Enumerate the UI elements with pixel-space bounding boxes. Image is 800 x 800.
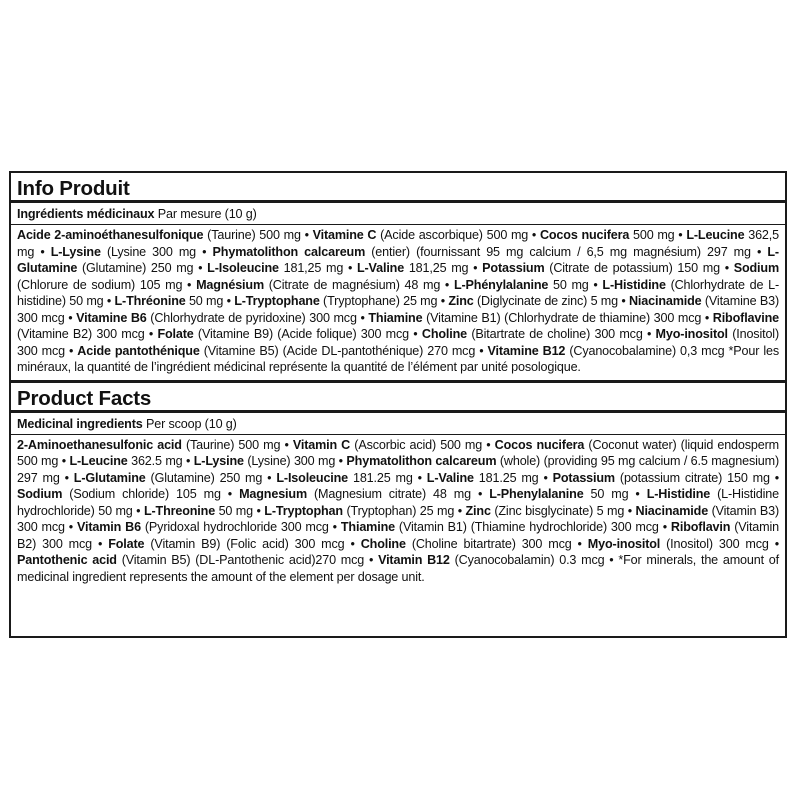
en-ingredient-list (11, 435, 785, 586)
ingredient-detail: (Ascorbic acid) 500 mg • (350, 437, 495, 452)
ingredient-name: L-Glutamine (17, 244, 779, 275)
en-medicinal-heading (11, 413, 785, 434)
ingredient-name: Cocos nucifera (539, 228, 630, 242)
ingredient-name: Thiamine (368, 310, 423, 325)
ingredient-name: L-Histidine (602, 277, 666, 292)
ingredient-name: L-Leucine (69, 454, 128, 468)
ingredient-name: Choline (421, 327, 468, 341)
ingredient-name: Potassium (482, 261, 545, 275)
fr-ingredient-list (11, 225, 785, 376)
ingredient-name: Choline (360, 536, 406, 551)
ingredient-name: L-Threonine (143, 503, 216, 518)
ingredient-name: L-Lysine (50, 244, 101, 259)
ingredient-name: Sodium (733, 261, 779, 275)
ingredient-name: Myo-inositol (655, 327, 728, 341)
fr-medicinal-heading (11, 203, 785, 224)
ingredient-name: Riboflavine (712, 310, 779, 325)
ingredient-name: L-Phenylalanine (489, 487, 584, 501)
ingredient-detail: 50 mg • (583, 487, 647, 501)
ingredient-detail: (Vitamine B9) (Acide folique) 300 mcg • (193, 327, 422, 341)
ingredient-detail: (Glutamine) 250 mg • (77, 261, 208, 275)
ingredient-detail: (Chlorure de sodium) 105 mg • (17, 277, 197, 292)
ingredient-detail: 50 mg • (185, 294, 235, 308)
ingredient-detail: (entier) (fournissant 95 mg calcium / 6,5 mg magnésium) 297 mg • (365, 244, 768, 259)
ingredient-name: L-Glutamine (73, 470, 146, 485)
fr-per-label: Par mesure (10 g) (154, 207, 257, 221)
ingredient-detail: 181,25 mg • (404, 261, 483, 275)
ingredient-detail: (Tryptophan) 25 mg • (342, 503, 466, 518)
ingredient-name: L-Valine (356, 261, 405, 275)
en-section-title: Product Facts (17, 386, 152, 410)
ingredient-detail: 181.25 mg • (473, 470, 553, 485)
ingredient-detail: (Citrate de magnésium) 48 mg • (264, 277, 454, 292)
ingredient-detail: (Sodium chloride) 105 mg • (62, 487, 240, 501)
ingredient-detail: (potassium citrate) 150 mg • (614, 470, 779, 485)
ingredient-detail: (Vitamine B3) 300 mcg • (17, 294, 779, 325)
ingredient-name: Riboflavin (670, 520, 731, 534)
ingredient-detail: (Lysine 300 mg • (100, 244, 213, 259)
en-medicinal-label: Medicinal ingredients (17, 416, 143, 431)
ingredient-detail: (Pyridoxal hydrochloride 300 mcg • (140, 520, 341, 534)
ingredient-detail: (Vitamine B2) 300 mcg • (17, 327, 158, 341)
ingredient-detail: (Inositol) 300 mcg • (660, 536, 780, 551)
ingredient-detail: 181.25 mg • (348, 470, 427, 485)
ingredient-detail: (Zinc bisglycinate) 5 mg • (490, 503, 636, 518)
ingredient-name: L-Isoleucine (276, 470, 349, 485)
ingredient-detail: (Inositol) 300 mcg • (17, 327, 779, 358)
ingredient-name: Folate (157, 327, 194, 341)
ingredient-detail: (Acide ascorbique) 500 mg • (376, 228, 540, 242)
ingredient-detail: (Coconut water) (liquid endosperm 500 mg • (17, 437, 780, 468)
ingredient-detail: (Vitamine B5) (Acide DL-pantothénique) 270 mcg • (199, 343, 488, 358)
ingredient-name: Zinc (465, 503, 491, 518)
ingredient-detail: 50 mg • (215, 503, 265, 518)
ingredient-name: Vitamin B12 (378, 553, 450, 567)
ingredient-name: Vitamin C (292, 437, 351, 452)
ingredient-detail: (whole) (providing 95 mg calcium / 6.5 magnesium) 297 mg • (17, 454, 779, 485)
ingredient-detail: (Magnesium citrate) 48 mg • (307, 487, 490, 501)
ingredient-detail: (Chlorhydrate de pyridoxine) 300 mcg • (146, 310, 369, 325)
ingredient-name: L-Leucine (686, 228, 745, 242)
ingredient-name: Folate (108, 536, 145, 551)
ingredient-detail: (Bitartrate de choline) 300 mcg • (467, 327, 656, 341)
ingredient-name: Magnésium (196, 277, 264, 292)
en-per-label: Per scoop (10 g) (142, 416, 237, 431)
ingredient-detail: (Taurine) 500 mg • (203, 228, 313, 242)
ingredient-name: Zinc (448, 294, 474, 308)
ingredient-name: Vitamine B12 (487, 343, 566, 358)
ingredient-name: Acide pantothénique (77, 343, 200, 358)
ingredient-name: L-Thréonine (114, 294, 186, 308)
ingredient-name: Phymatolithon calcareum (346, 454, 497, 468)
ingredient-name: Phymatolithon calcareum (212, 244, 366, 259)
ingredient-name: Cocos nucifera (494, 437, 585, 452)
ingredient-name: 2-Aminoethanesulfonic acid (17, 437, 182, 452)
ingredient-detail: (Cyanocobalamine) 0,3 mcg *Pour les minéraux, la quantité de l’ingrédient médicinal représente la quantité de l’élément par unité posologique. (17, 343, 779, 374)
ingredient-name: Myo-inositol (587, 536, 661, 551)
ingredient-detail: (Glutamine) 250 mg • (145, 470, 277, 485)
ingredient-detail: (Lysine) 300 mg • (243, 454, 347, 468)
ingredient-name: Sodium (17, 487, 63, 501)
ingredient-name: Vitamine C (312, 228, 377, 242)
ingredient-detail: (Vitamin B9) (Folic acid) 300 mcg • (144, 536, 361, 551)
ingredient-name: L-Tryptophane (234, 294, 320, 308)
ingredient-detail: (Taurine) 500 mg • (181, 437, 293, 452)
ingredient-name: Vitamine B6 (76, 310, 147, 325)
ingredient-detail: (Citrate de potassium) 150 mg • (544, 261, 734, 275)
ingredient-name: Pantothenic acid (17, 553, 117, 567)
ingredient-detail: 181,25 mg • (278, 261, 357, 275)
ingredient-detail: (Cyanocobalamin) 0.3 mcg • *For minerals, the amount of medicinal ingredient represents the amount of the element per dosage unit. (17, 553, 779, 584)
ingredient-detail: (Vitamin B3) 300 mcg • (17, 503, 780, 534)
ingredient-name: Niacinamide (635, 503, 709, 518)
ingredient-detail: (Tryptophane) 25 mg • (319, 294, 449, 308)
ingredient-detail: 50 mg • (548, 277, 603, 292)
ingredient-detail: (Vitamin B2) 300 mcg • (17, 520, 779, 551)
ingredient-name: Thiamine (340, 520, 395, 534)
ingredient-detail: (Vitamine B1) (Chlorhydrate de thiamine) 300 mcg • (422, 310, 713, 325)
ingredient-detail: 362,5 mg • (17, 228, 779, 259)
ingredient-name: Niacinamide (628, 294, 702, 308)
ingredient-name: L-Phénylalanine (453, 277, 549, 292)
ingredient-detail: (Choline bitartrate) 300 mcg • (405, 536, 588, 551)
ingredient-name: L-Isoleucine (207, 261, 279, 275)
ingredient-detail: 500 mg • (629, 228, 687, 242)
ingredient-detail: (Diglycinate de zinc) 5 mg • (473, 294, 629, 308)
ingredient-name: Potassium (552, 470, 615, 485)
ingredient-name: L-Histidine (646, 487, 711, 501)
ingredient-name: L-Lysine (193, 454, 244, 468)
ingredient-name: Acide 2-aminoéthanesulfonique (17, 228, 204, 242)
ingredient-detail: (Chlorhydrate de L-histidine) 50 mg • (17, 277, 780, 308)
product-info-panel (9, 171, 787, 638)
ingredient-detail: 362.5 mg • (127, 454, 194, 468)
ingredient-name: L-Valine (426, 470, 474, 485)
ingredient-detail: (Vitamin B5) (DL-Pantothenic acid)270 mcg • (116, 553, 379, 567)
ingredient-detail: (L-Histidine hydrochloride) 50 mg • (17, 487, 779, 518)
fr-section-title: Info Produit (17, 177, 130, 200)
ingredient-name: L-Tryptophan (264, 503, 343, 518)
ingredient-name: Magnesium (239, 487, 307, 501)
ingredient-name: Vitamin B6 (76, 520, 141, 534)
fr-medicinal-label: Ingrédients médicinaux (17, 207, 155, 221)
ingredient-detail: (Vitamin B1) (Thiamine hydrochloride) 300 mcg • (394, 520, 671, 534)
